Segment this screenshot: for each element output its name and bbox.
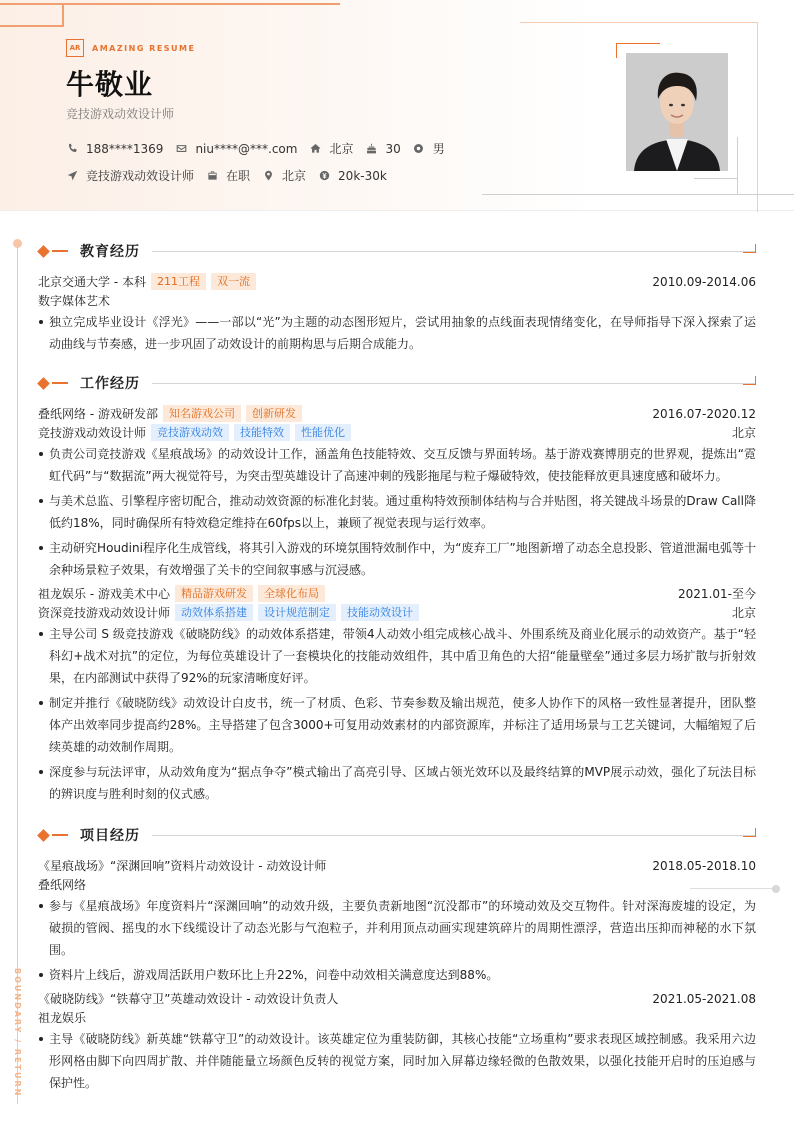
school-tag: 双一流 — [211, 273, 256, 290]
decorative-line — [694, 178, 738, 179]
candidate-name: 牛敬业 — [66, 68, 154, 101]
project-company: 叠纸网络 — [38, 878, 87, 892]
divider — [152, 835, 756, 836]
decorative-dash — [52, 250, 68, 252]
job-entry-head — [38, 404, 756, 423]
projects-section — [38, 825, 756, 1097]
skill-tag: 动效体系搭建 — [175, 604, 253, 621]
job-intent-row — [66, 167, 387, 184]
email-item — [175, 142, 297, 156]
company-name: 祖龙娱乐 - 游戏美术中心 — [38, 587, 170, 601]
gender-icon — [413, 143, 425, 155]
send-icon — [66, 170, 78, 182]
mail-icon — [175, 143, 187, 155]
phone-text: 188****1369 — [86, 141, 164, 156]
city-text: 北京 — [329, 142, 354, 156]
resume-header — [0, 0, 794, 211]
bullet-list — [38, 311, 756, 355]
salary-text: 20k-30k — [338, 168, 387, 183]
company-tag: 全球化布局 — [258, 585, 325, 602]
bullet-list — [38, 623, 756, 805]
list-item: 主动研究Houdini程序化生成管线，将其引入游戏的环境氛围特效制作中，为“废弃工厂”地图新增了动态全息投影、管道泄漏电弧等十余种场景粒子效果，有效增强了关卡的空间叙事感与沉浸感。 — [38, 537, 756, 581]
section-title: 教育经历 — [80, 244, 140, 260]
briefcase-icon — [206, 170, 218, 182]
major: 数字媒体艺术 — [38, 294, 111, 308]
decorative-corner — [0, 3, 64, 27]
portrait-image — [626, 53, 728, 171]
gender-item — [413, 140, 445, 157]
project-name: 《星痕战场》“深渊回响”资料片动效设计 - 动效设计师 — [38, 859, 327, 873]
project-entry-head — [38, 856, 756, 875]
skill-tag: 技能特效 — [234, 424, 290, 441]
phone-item — [66, 142, 163, 156]
list-item: 与美术总监、引擎程序密切配合，推动动效资源的标准化封装。通过重构特效预制体结构与合并贴图，将关键战斗场景的Draw Call降低约18%，同时确保所有特效稳定维持在60fps以上，兼顾了视觉表现与运行效率。 — [38, 490, 756, 534]
list-item: 深度参与玩法评审，从动效角度为“据点争夺”模式输出了高亮引导、区域占领光效环以及最终结算的MVP展示动效，强化了玩法目标的辨识度与胜利时刻的仪式感。 — [38, 761, 756, 805]
list-item: 负责公司竞技游戏《星痕战场》的动效设计工作，涵盖角色技能特效、交互反馈与界面转场。基于游戏赛博朋克的世界观，提炼出“霓虹代码”与“数据流”两大视觉符号，为突击型英雄设计了高速冲刺的残影拖尾与粒子爆破特效，使技能释放更具速度感和破坏力。 — [38, 443, 756, 487]
section-header — [38, 373, 756, 393]
email-text: niu****@***.com — [195, 141, 298, 156]
list-item: 独立完成毕业设计《浮光》——一部以“光”为主题的动态图形短片，尝试用抽象的点线面表现情绪变化，在导师指导下深入探索了运动曲线与节奏感，进一步巩固了动效设计的前期构思与后期合成能力。 — [38, 311, 756, 355]
salary-item — [318, 169, 387, 183]
target-job-item — [66, 167, 194, 184]
school-tag: 211工程 — [151, 273, 206, 290]
list-item: 参与《星痕战场》年度资料片“深渊回响”的动效升级，主要负责新地图“沉没都市”的环境动效及交互物件。针对深海废墟的设定，为破损的管阀、摇曳的水下线缆设计了动态光影与气泡粒子，并利用顶点动画实现建筑碎片的周期性漂浮，营造出压抑而神秘的水下氛围。 — [38, 895, 756, 961]
target-job-text: 竞技游戏动效设计师 — [86, 169, 195, 183]
date-range: 2021.01-至今 — [678, 587, 756, 601]
phone-icon — [66, 143, 78, 155]
decorative-dash — [52, 834, 68, 836]
contact-row — [66, 140, 445, 157]
diamond-icon — [37, 245, 50, 258]
status-text: 在职 — [226, 169, 251, 183]
side-rail-dot — [13, 239, 22, 248]
city-item — [309, 140, 353, 157]
job-title: 竞技游戏动效设计师 — [66, 107, 175, 121]
bullet-list — [38, 443, 756, 581]
job-location: 北京 — [731, 426, 756, 440]
decorative-corner — [743, 376, 756, 385]
bullet-list — [38, 1028, 756, 1094]
home-icon — [309, 143, 321, 155]
avatar — [626, 53, 728, 171]
job-entry-head — [38, 584, 756, 603]
role-name: 竞技游戏动效设计师 — [38, 426, 147, 440]
age-item — [365, 142, 400, 156]
decorative-line — [482, 194, 794, 195]
decorative-line — [737, 137, 738, 195]
education-entry-head — [38, 272, 756, 291]
section-title: 工作经历 — [80, 376, 140, 392]
diamond-icon — [37, 377, 50, 390]
decorative-line — [0, 3, 340, 5]
age-text: 30 — [385, 141, 401, 156]
date-range: 2021.05-2021.08 — [652, 991, 756, 1006]
school-name: 北京交通大学 - 本科 — [38, 275, 146, 289]
role-name: 资深竞技游戏动效设计师 — [38, 606, 171, 620]
skill-tag: 性能优化 — [295, 424, 351, 441]
date-range: 2010.09-2014.06 — [652, 274, 756, 289]
skill-tag: 设计规范制定 — [258, 604, 336, 621]
company-tag: 创新研发 — [246, 405, 302, 422]
divider — [152, 251, 756, 252]
section-title: 项目经历 — [80, 828, 140, 844]
boundary-label: BOUNDARY / RETURN — [13, 968, 22, 1098]
work-section — [38, 373, 756, 808]
brand-logo-icon: AR — [66, 39, 84, 57]
date-range: 2016.07-2020.12 — [652, 406, 756, 421]
list-item: 制定并推行《破晓防线》动效设计白皮书，统一了材质、色彩、节奏参数及输出规范，使多人协作下的风格一致性显著提升，团队整体产出效率同步提高约28%。主导搭建了包含3000+可复用动效素材的内部资源库，并标注了适用场景与工艺关键词，大幅缩短了后续英雄的动效制作周期。 — [38, 692, 756, 758]
brand-text: AMAZING RESUME — [92, 43, 196, 53]
list-item: 主导公司 S 级竞技游戏《破晓防线》的动效体系搭建，带领4人动效小组完成核心战斗、外围系统及商业化展示的动效资产。基于“轻科幻+战术对抗”的定位，为每位英雄设计了一套模块化的技能动效组件，其中盾卫角色的大招“能量壁垒”通过多层力场扩散与折射效果，在内部测试中获得了92%的玩家清晰度好评。 — [38, 623, 756, 689]
divider — [152, 383, 756, 384]
list-item: 资料片上线后，游戏周活跃用户数环比上升22%，问卷中动效相关满意度达到88%。 — [38, 964, 756, 986]
project-name: 《破晓防线》“铁幕守卫”英雄动效设计 - 动效设计负责人 — [38, 992, 339, 1006]
target-city-item — [262, 167, 306, 184]
location-pin-icon — [262, 170, 274, 182]
date-range: 2018.05-2018.10 — [652, 858, 756, 873]
decorative-corner — [743, 244, 756, 253]
job-role-line — [38, 603, 756, 622]
diamond-icon — [37, 829, 50, 842]
money-icon — [318, 170, 330, 182]
skill-tag: 竞技游戏动效 — [151, 424, 229, 441]
list-item: 主导《破晓防线》新英雄“铁幕守卫”的动效设计。该英雄定位为重装防御，其核心技能“立场重构”要求表现区域控制感。我采用六边形网格由脚下向四周扩散、并伴随能量立场颜色反转的视觉方案，同时加入屏幕边缘轻微的色散效果，以强化技能开启时的压迫感与保护性。 — [38, 1028, 756, 1094]
bullet-list — [38, 895, 756, 986]
company-tag: 知名游戏公司 — [163, 405, 241, 422]
section-header — [38, 825, 756, 845]
job-role-line — [38, 423, 756, 442]
brand — [66, 39, 195, 57]
project-company: 祖龙娱乐 — [38, 1011, 87, 1025]
job-location: 北京 — [731, 606, 756, 620]
target-city-text: 北京 — [282, 169, 307, 183]
decorative-corner — [743, 828, 756, 837]
decorative-dot — [772, 885, 780, 893]
education-section — [38, 241, 756, 358]
decorative-dash — [52, 382, 68, 384]
status-item — [206, 167, 250, 184]
gender-text: 男 — [432, 142, 445, 156]
company-tag: 精品游戏研发 — [175, 585, 253, 602]
skill-tag: 技能动效设计 — [341, 604, 419, 621]
project-entry-head — [38, 989, 756, 1008]
section-header — [38, 241, 756, 261]
company-name: 叠纸网络 - 游戏研发部 — [38, 407, 158, 421]
cake-icon — [365, 143, 377, 155]
